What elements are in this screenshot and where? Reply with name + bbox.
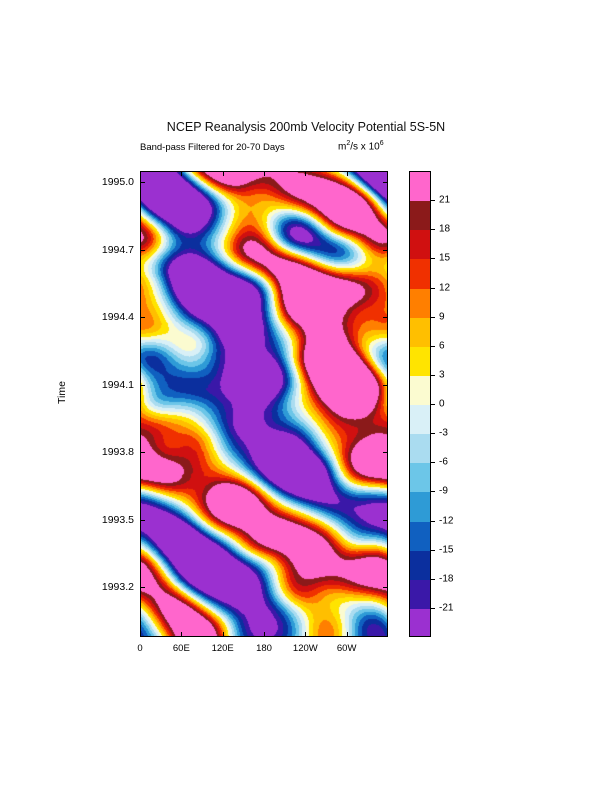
x-axis-tick-label: 180 <box>256 643 272 654</box>
colorbar-tick-label: 21 <box>439 194 451 206</box>
y-axis-tick <box>383 452 388 453</box>
colorbar-cell <box>410 259 430 289</box>
colorbar <box>409 171 431 637</box>
x-axis-tick <box>305 171 306 176</box>
colorbar-tick <box>431 579 435 580</box>
x-axis-tick <box>305 632 306 637</box>
x-axis-tick-label: 120E <box>211 643 234 654</box>
y-axis-tick <box>383 385 388 386</box>
colorbar-cell <box>410 405 430 435</box>
x-axis-tick <box>223 632 224 637</box>
colorbar-tick-label: 15 <box>439 252 451 264</box>
colorbar-tick-label: 6 <box>439 340 445 352</box>
colorbar-tick <box>431 229 435 230</box>
units-base: m <box>338 141 347 153</box>
colorbar-tick <box>431 462 435 463</box>
x-axis-tick <box>181 171 182 176</box>
colorbar-tick-label: 18 <box>439 223 451 235</box>
y-axis-tick <box>383 317 388 318</box>
x-axis-tick <box>140 171 141 176</box>
y-axis-label: Time <box>56 381 68 404</box>
colorbar-tick <box>431 521 435 522</box>
colorbar-tick-label: -6 <box>439 456 448 468</box>
colorbar-tick-label: -15 <box>439 544 454 556</box>
x-axis-tick <box>347 632 348 637</box>
colorbar-cell <box>410 551 430 581</box>
y-axis-tick <box>383 182 388 183</box>
x-axis-tick-label: 0 <box>137 643 143 654</box>
colorbar-tick <box>431 375 435 376</box>
units-label <box>338 140 384 152</box>
y-axis-tick <box>140 317 145 318</box>
colorbar-tick-label: 0 <box>439 398 445 410</box>
x-axis-tick <box>347 171 348 176</box>
colorbar-tick <box>431 317 435 318</box>
colorbar-tick-label: 12 <box>439 282 451 293</box>
colorbar-tick <box>431 433 435 434</box>
y-axis-tick <box>140 520 145 521</box>
colorbar-tick <box>431 346 435 347</box>
colorbar-cell <box>410 463 430 493</box>
y-axis-tick-label: 1995.0 <box>101 176 134 189</box>
colorbar-cell <box>410 172 430 202</box>
colorbar-tick <box>431 608 435 609</box>
units-exponent-1: 2 <box>346 140 351 147</box>
x-axis-tick-label: 60W <box>336 643 357 654</box>
hovmoller-canvas <box>141 172 388 637</box>
colorbar-tick <box>431 200 435 201</box>
y-axis-tick-label: 1994.1 <box>101 378 134 391</box>
colorbar-tick <box>431 288 435 289</box>
colorbar-tick-label: -12 <box>439 515 454 526</box>
colorbar-tick-label: 3 <box>439 369 445 381</box>
y-axis-tick <box>140 182 145 183</box>
colorbar-cell <box>410 434 430 464</box>
colorbar-cell <box>410 201 430 231</box>
y-axis-tick <box>140 385 145 386</box>
y-axis-tick-label: 1994.4 <box>101 311 134 324</box>
colorbar-tick-label: -18 <box>439 573 454 585</box>
colorbar-cell <box>410 522 430 552</box>
x-axis-tick-label: 60E <box>172 643 190 654</box>
colorbar-tick-label: 9 <box>439 311 445 323</box>
y-axis-tick <box>140 452 145 453</box>
colorbar-tick-label: -21 <box>439 602 454 614</box>
x-axis-tick <box>264 171 265 176</box>
units-middle: /s x 10 <box>350 141 380 153</box>
colorbar-cell <box>410 376 430 406</box>
x-axis-tick-label: 120W <box>292 643 318 654</box>
colorbar-tick-label: -3 <box>439 427 448 439</box>
colorbar-tick <box>431 258 435 259</box>
y-axis-tick-label: 1993.2 <box>101 581 134 594</box>
colorbar-cell <box>410 318 430 348</box>
colorbar-tick-label: -9 <box>439 485 448 497</box>
chart-title: NCEP Reanalysis 200mb Velocity Potential 5S-5N <box>166 120 446 134</box>
y-axis-tick-label: 1993.8 <box>101 446 134 459</box>
chart-subtitle: Band-pass Filtered for 20-70 Days <box>140 142 285 153</box>
y-axis-tick-label: 1994.7 <box>101 243 134 256</box>
y-axis-tick <box>140 250 145 251</box>
y-axis-tick-label: 1993.5 <box>101 513 134 526</box>
y-axis-tick <box>383 520 388 521</box>
colorbar-tick <box>431 550 435 551</box>
colorbar-cell <box>410 492 430 522</box>
colorbar-cell <box>410 609 430 637</box>
units-exponent-2: 6 <box>379 140 384 147</box>
y-axis-tick <box>383 587 388 588</box>
x-axis-tick <box>223 171 224 176</box>
x-axis-tick <box>264 632 265 637</box>
colorbar-cell <box>410 580 430 610</box>
colorbar-cell <box>410 347 430 377</box>
colorbar-tick <box>431 491 435 492</box>
x-axis-tick <box>140 632 141 637</box>
y-axis-tick <box>383 250 388 251</box>
hovmoller-plot-area <box>140 171 388 637</box>
colorbar-cell <box>410 289 430 319</box>
y-axis-tick <box>140 587 145 588</box>
colorbar-cell <box>410 230 430 260</box>
colorbar-tick <box>431 404 435 405</box>
x-axis-tick <box>181 632 182 637</box>
